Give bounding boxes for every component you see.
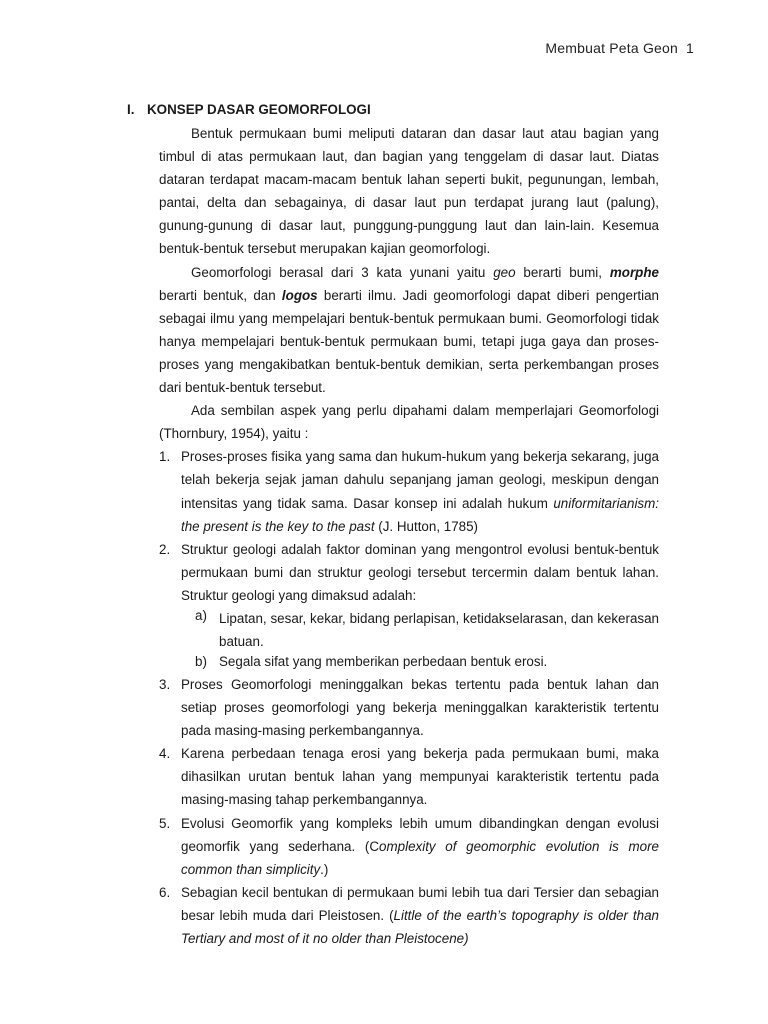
term-logos: logos [281,287,318,303]
paragraph-2 [159,261,659,400]
p2-text-c: berarti bentuk, dan [159,287,282,303]
sub-list-item [181,607,659,653]
list-number: 3. [159,676,171,692]
list-number: 1. [159,449,171,465]
section-title: KONSEP DASAR GEOMORFOLOGI [147,102,371,117]
list-text: Evolusi Geomorfik yang kompleks lebih umum dibandingkan dengan evolusi geomorfik yang sederhana. (C [181,815,659,854]
list-italic: Little of the earth’s topography is older than Tertiary and most of it no older than Pleistocene) [181,907,659,946]
sub-list-item [181,653,659,671]
list-item [159,673,659,742]
page-number: 1 [686,40,694,56]
header-title: Membuat Peta Geon [545,40,678,56]
list-text: Proses-proses fisika yang sama dan hukum-hukum yang bekerja sekarang, juga telah bekerja sejak jaman dahulu sepanjang jaman geologi, meskipun dengan intensitas yang tidak sama. Dasar konsep ini adalah hukum [181,449,659,511]
sub-list [181,607,659,671]
sub-number: b) [195,653,207,669]
sub-list-wrap [181,607,659,671]
sub-text: Lipatan, sesar, kekar, bidang perlapisan, ketidakselarasan, dan kekerasan batuan. [219,610,659,649]
sub-number: a) [195,607,207,623]
list-item [159,881,659,950]
page-header [545,40,694,56]
list-italic: omplexity of geomorphic evolution is more common than simplicity [181,838,659,877]
list-italic: uniformitarianism: the present is the key to the past [181,495,659,534]
list-number: 2. [159,541,171,557]
list-text: Struktur geologi adalah faktor dominan yang mengontrol evolusi bentuk-bentuk permukaan bumi dan struktur geologi tersebut tercermin dalam bentuk lahan. Struktur geologi yang dimaksud adalah: [181,541,659,603]
term-geo: geo [493,264,516,280]
list-text: Proses Geomorfologi meninggalkan bekas tertentu pada bentuk lahan dan setiap proses geomorfologi yang bekerja meninggalkan karakteristik tertentu pada masing-masing perkembangannya. [181,676,659,739]
list-tail: (J. Hutton, 1785) [374,518,479,534]
list-tail: .) [320,861,329,877]
section-number: I. [127,102,135,117]
paragraph-3: Ada sembilan aspek yang perlu dipahami dalam memperlajari Geomorfologi (Thornbury, 1954), yaitu : [159,403,659,442]
list-item [159,742,659,811]
p2-text-b: berarti bumi, [515,264,610,280]
list-text: Sebagian kecil bentukan di permukaan bumi lebih tua dari Tersier dan sebagian besar lebih muda dari Pleistosen. ( [181,884,659,923]
list-number: 4. [159,746,171,762]
aspect-list [159,445,659,950]
list-text: Karena perbedaan tenaga erosi yang bekerja pada permukaan bumi, maka dihasilkan urutan bentuk lahan yang mempunyai karakteristik tertentu pada masing-masing tahap perkembangannya. [181,746,659,808]
document-body [159,122,659,950]
p2-text-d: berarti ilmu. Jadi geomorfologi dapat diberi pengertian sebagai ilmu yang mempelajari bentuk-bentuk permukaan bumi. Geomorfologi tidak hanya mempelajari bentuk-bentuk permukaan bumi, tetapi juga gaya dan proses-proses yang mengakibatkan bentuk-bentuk demikian, serta perkembangan proses dari bentuk-bentuk tersebut. [159,287,660,396]
list-item [159,812,659,881]
section-heading [127,102,371,117]
term-morphe: morphe [609,264,659,280]
list-item [159,445,659,537]
list-number: 5. [159,815,171,831]
p2-text-a: Geomorfologi berasal dari 3 kata yunani yaitu [191,264,494,280]
sub-text: Segala sifat yang memberikan perbedaan bentuk erosi. [219,653,548,669]
paragraph-1: Bentuk permukaan bumi meliputi dataran dan dasar laut atau bagian yang timbul di atas permukaan laut, dan bagian yang tenggelam di dasar laut. Diatas dataran terdapat macam-macam bentuk lahan seperti bukit, pegunungan, lembah, pantai, delta dan sebagainya, di dasar laut pun terdapat jurang laut (palung), gunung-gunung di dasar laut, punggung-punggung laut dan lain-lain. Kesemua bentuk-bentuk tersebut merupakan kajian geomorfologi. [159,126,659,257]
list-number: 6. [159,884,171,900]
list-item [159,538,659,671]
